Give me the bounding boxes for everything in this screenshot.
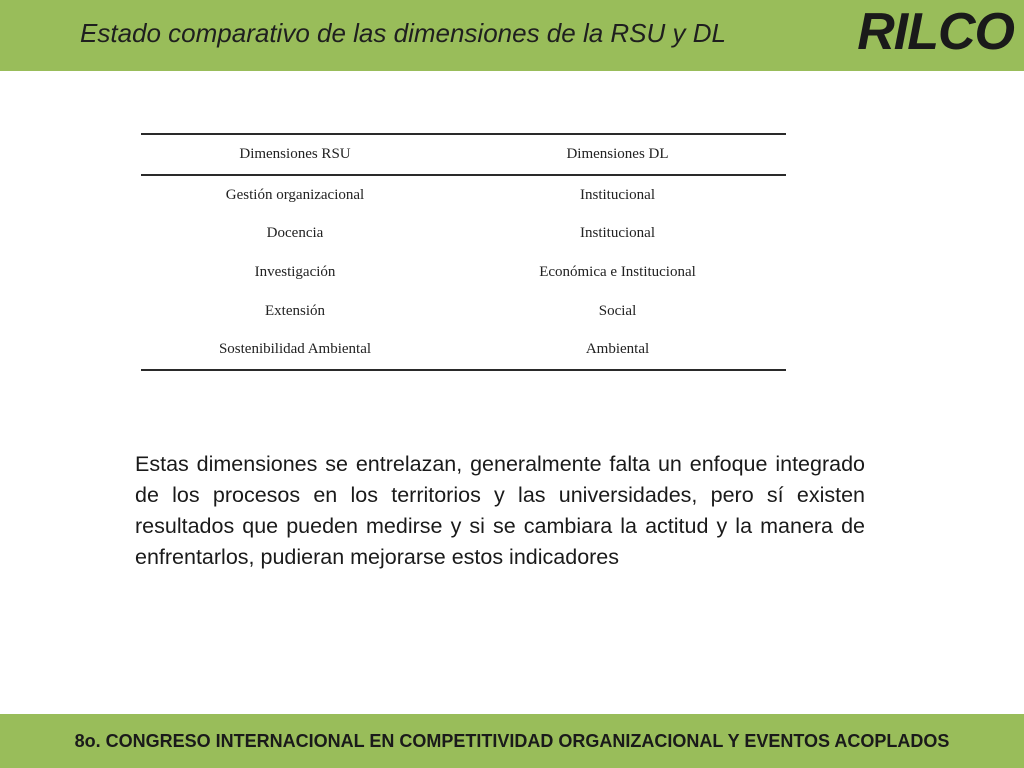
table-row — [141, 292, 786, 331]
column-header-rsu: Dimensiones RSU — [141, 134, 449, 175]
table-cell-rsu: Docencia — [266, 225, 324, 242]
table-header-row — [141, 134, 786, 175]
table-cell-rsu: Investigación — [254, 263, 336, 280]
table-cell-dl: Institucional — [580, 186, 655, 203]
footer-text: 8o. CONGRESO INTERNACIONAL EN COMPETITIVIDAD ORGANIZACIONAL Y EVENTOS ACOPLADOS — [74, 731, 950, 751]
table-row — [141, 253, 786, 292]
table-cell-dl: Económica e Institucional — [539, 263, 696, 280]
table-row — [141, 330, 786, 370]
slide-title: Estado comparativo de las dimensiones de la RSU y DL — [80, 18, 726, 48]
table-cell-dl: Social — [598, 302, 637, 319]
table-cell-dl: Ambiental — [449, 330, 786, 370]
table-row — [141, 215, 786, 254]
table-cell-rsu: Sostenibilidad Ambiental — [141, 330, 449, 370]
table-cell-rsu: Gestión organizacional — [225, 186, 365, 203]
column-header-dl: Dimensiones DL — [449, 134, 786, 175]
body-paragraph: Estas dimensiones se entrelazan, generalmente falta un enfoque integrado de los procesos en los territorios y las universidades, pero sí existen resultados que pueden medirse y si se cambiara la actitud y la manera de enfrentarlos, pudieran mejorarse estos indicadores — [135, 452, 865, 569]
rilco-logo: RILCO — [857, 3, 1014, 61]
table-row — [141, 175, 786, 215]
dimensions-table — [141, 133, 786, 371]
dimensions-table-container — [141, 133, 786, 371]
table-cell-dl: Institucional — [580, 225, 655, 242]
footer-bar — [0, 714, 1024, 768]
header-bar — [0, 0, 1024, 71]
table-cell-rsu: Extensión — [265, 302, 325, 319]
